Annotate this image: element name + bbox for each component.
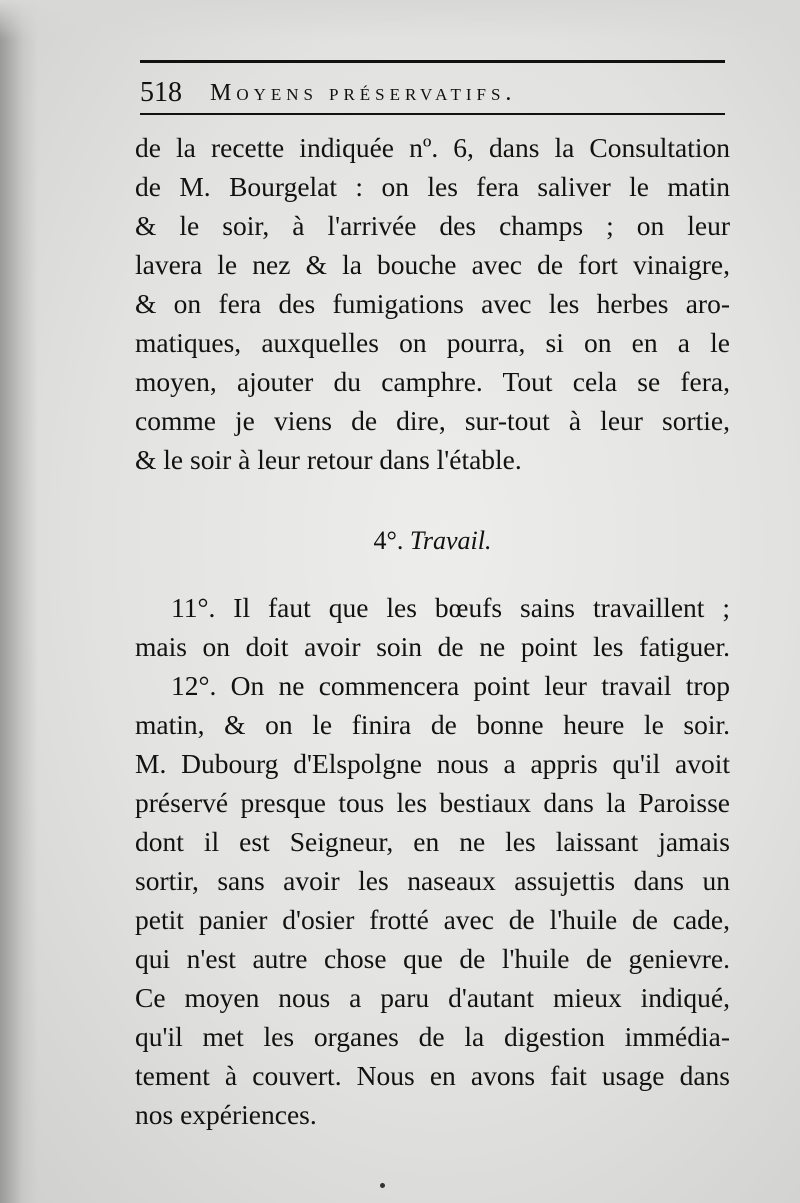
text-line: mais on doit avoir soin de ne point les fatiguer.	[135, 631, 730, 662]
text-line: dont il est Seigneur, en ne les laissant jamais	[135, 826, 730, 857]
text-line: & on fera des fumigations avec les herbes aro-	[135, 288, 730, 319]
text-line: qui n'est autre chose que de l'huile de genievre.	[135, 943, 730, 974]
text-line: moyen, ajouter du camphre. Tout cela se fera,	[135, 366, 730, 397]
section-number: 4°.	[373, 526, 404, 555]
running-head: Moyens préservatifs.	[210, 79, 517, 106]
text-line: qu'il met les organes de la digestion immédia-	[135, 1021, 730, 1052]
text-line: tement à couvert. Nous en avons fait usage dans	[135, 1060, 730, 1091]
page-top-shadow	[0, 0, 800, 40]
text-line: & le soir, à l'arrivée des champs ; on leur	[135, 210, 730, 241]
text-line: lavera le nez & la bouche avec de fort vinaigre,	[135, 249, 730, 280]
text-line: préservé presque tous les bestiaux dans la Paroisse	[135, 787, 730, 818]
text-line: matiques, auxquelles on pourra, si on en a le	[135, 327, 730, 358]
text-line: Ce moyen nous a paru d'autant mieux indiqué,	[135, 982, 730, 1013]
text-line: 11°. Il faut que les bœufs sains travaillent ;	[171, 592, 730, 623]
section-title: Travail.	[409, 526, 492, 555]
text-line: nos expériences.	[135, 1099, 317, 1130]
page-mark	[380, 1183, 385, 1188]
header-rule-bottom	[140, 113, 725, 115]
text-line: de la recette indiquée nº. 6, dans la Consultation	[135, 132, 730, 163]
page-header	[140, 72, 725, 114]
text-line: M. Dubourg d'Elspolgne nous a appris qu'il avoit	[135, 748, 730, 779]
page-body	[135, 128, 730, 1134]
text-line: sortir, sans avoir les naseaux assujettis dans un	[135, 865, 730, 896]
text-line: & le soir à leur retour dans l'étable.	[135, 444, 522, 475]
header-rule-top	[140, 60, 725, 63]
text-line: petit panier d'osier frotté avec de l'huile de cade,	[135, 904, 730, 935]
page-number: 518	[140, 77, 182, 108]
section-heading	[135, 521, 730, 560]
text-line: de M. Bourgelat : on les fera saliver le matin	[135, 171, 730, 202]
page-gutter-shadow	[0, 0, 38, 1203]
text-line: matin, & on le finira de bonne heure le soir.	[135, 709, 730, 740]
text-line: comme je viens de dire, sur-tout à leur sortie,	[135, 405, 730, 436]
text-line: 12°. On ne commencera point leur travail trop	[171, 670, 730, 701]
